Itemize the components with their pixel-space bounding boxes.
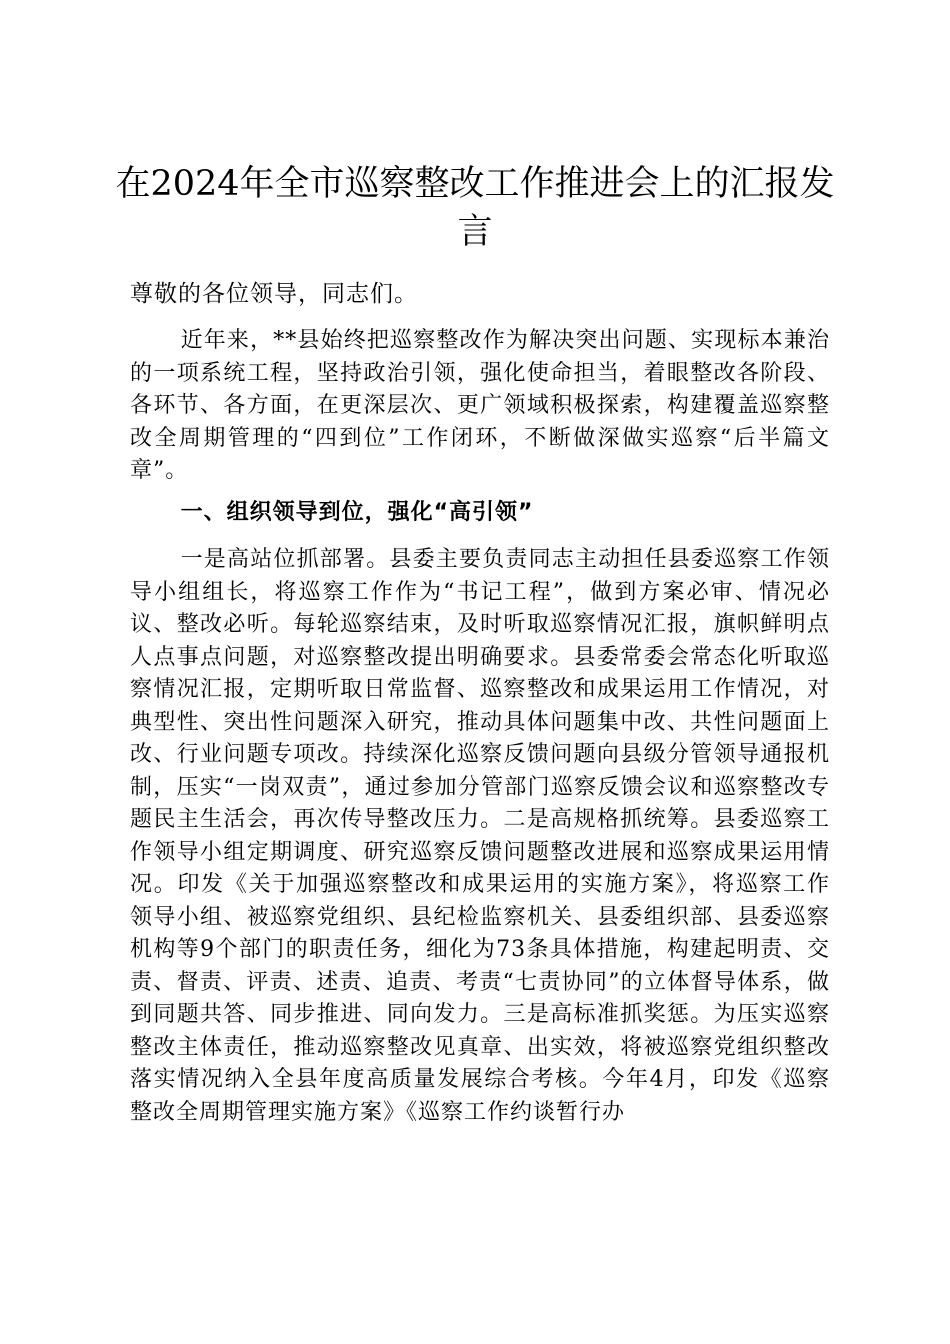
intro-paragraph: 近年来，**县始终把巡察整改作为解决突出问题、实现标本兼治的一项系统工程，坚持政治引领，强化使命担当，着眼整改各阶段、各环节、各方面，在更深层次、更广领域积极探索，构建覆盖巡察整改全周期管理的“四到位”工作闭环，不断做深做实巡察“后半篇文章”。: [130, 328, 830, 483]
salutation: 尊敬的各位领导，同志们。: [130, 281, 418, 307]
document-title: 在2024年全市巡察整改工作推进会上的汇报发言: [115, 164, 835, 252]
section-heading: 一、组织领导到位，强化“高引领”: [180, 500, 534, 525]
section-body-paragraph: 一是高站位抓部署。县委主要负责同志主动担任县委巡察工作领导小组组长，将巡察工作作为“书记工程”，做到方案必审、情况必议、整改必听。每轮巡察结束，及时听取巡察情况汇报，旗帜鲜明点人点事点问题，对巡察整改提出明确要求。县委常委会常态化听取巡察情况汇报，定期听取日常监督、巡察整改和成果运用工作情况，对典型性、突出性问题深入研究，推动具体问题集中改、共性问题面上改、行业问题专项改。持续深化巡察反馈问题向县级分管领导通报机制，压实“一岗双责”，通过参加分管部门巡察反馈会议和巡察整改专题民主生活会，再次传导整改压力。二是高规格抓统筹。县委巡察工作领导小组定期调度、研究巡察反馈问题整改进展和巡察成果运用情况。印发《关于加强巡察整改和成果运用的实施方案》，将巡察工作领导小组、被巡察党组织、县纪检监察机关、县委组织部、县委巡察机构等9个部门的职责任务，细化为73条具体措施，构建起明责、交责、督责、评责、述责、追责、考责“七责协同”的立体督导体系，做到同题共答、同步推进、同向发力。三是高标准抓奖惩。为压实巡察整改主体责任，推动巡察整改见真章、出实效，将被巡察党组织整改落实情况纳入全县年度高质量发展综合考核。今年4月，印发《巡察整改全周期管理实施方案》《巡察工作约谈暂行办: [130, 547, 830, 1125]
